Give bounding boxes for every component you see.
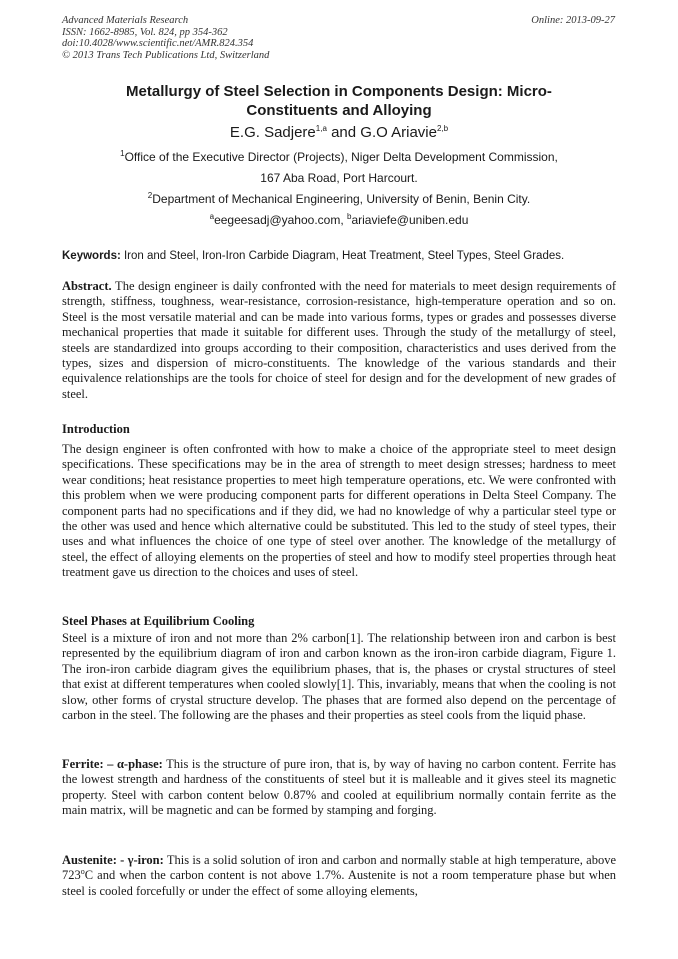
austenite-text-1: This is a solid solution of iron and carbon and normally stable at high temperature, above 723 (62, 853, 616, 883)
issn-line: ISSN: 1662-8985, Vol. 824, pp 354-362 (62, 26, 228, 38)
keywords-label: Keywords: (62, 250, 121, 262)
author-1-sup: 1,a (315, 124, 327, 133)
journal-name: Advanced Materials Research (62, 15, 189, 26)
aff-1-text: Office of the Executive Director (Projects), Niger Delta Development Commission, (124, 150, 558, 164)
austenite-paragraph (62, 853, 616, 899)
online-date: Online: 2013-09-27 (531, 15, 615, 26)
introduction-text: The design engineer is often confronted with how to make a choice of the appropriate steel to meet design specifications. These specifications may be in the area of strength to meet design stresses; hardness to meet wear conditions; heat resistance properties to meet high temperature operations, etc. We were confronted with this problem when we were producing component parts for different operations in Delta Steel Company. The component parts had no specifications and if they did, we had no knowledge of why a particular steel type or the other was used and hence which alternative could be substituted. This led to the study of steel types, their uses and what influences the choice of one type of steel over another. The knowledge of the metallurgy of steel, the effect of alloying elements on the properties of steel and how to modify steel properties through heat treatment gave us direction to the choices and uses of steel. (62, 442, 616, 580)
author-emails (62, 213, 616, 227)
author-2-sup: 2,b (436, 124, 449, 133)
austenite-text-2: C and when the carbon content is not above 1.7%. Austenite is not a room temperature phase but when steel is cooled forcefully or under the effect of some alloying elements, (62, 868, 616, 898)
author-list (62, 124, 616, 142)
doi-line: doi:10.4028/www.scientific.net/AMR.824.354 (62, 38, 254, 49)
abstract-text: The design engineer is daily confronted with the need for materials to meet design requirements of strength, stiffness, toughness, wear-resistance, corrosion-resistance, high-temperature operation and so on. Steel is the most versatile material and can be made into various forms, types or grades and possesses diverse mechanical properties that made it suitable for different uses. Through the study of the metallurgy of steel, steels are standardized into groups according to their composition, characteristics and uses derived from the types, sizes and dispersion of micro-constituents. The knowledge of the various standards and their equivalence relationships are the tools for choice of steel for design and for the development of new grades of steel. (62, 279, 616, 401)
affiliation-2 (62, 192, 616, 206)
abstract-label: Abstract. (62, 279, 112, 293)
ferrite-text: This is the structure of pure iron, that is, by way of having no carbon content. Ferrite has the lowest strength and hardness of the constituents of steel but it is malleable and it gives steel its magnetic property. Steel with carbon content below 0.87% and cooled at equilibrium normally contain ferrite as the main matrix, will be magnetic and can be formed by stamping and forging. (62, 757, 616, 818)
email-b-sup: b (347, 212, 352, 221)
aff-2-text: Department of Mechanical Engineering, University of Benin, Benin City. (152, 192, 531, 206)
affiliation-1-line-1 (62, 150, 616, 164)
phases-text: Steel is a mixture of iron and not more than 2% carbon[1]. The relationship between iron and carbon is best represented by the equilibrium diagram of iron and carbon known as the iron-iron carbide diagram, Figure 1. The iron-iron carbide diagram gives the equilibrium phases, that is, the phases or crystal structures of steel that exist at different temperatures when cooled slowly[1]. This, invariably, means that when the cooling is not slow, other forms of crystal structure develop. The phases that are formed also depend on the percentage of carbon in the steel. The following are the phases and their properties as steel cools from the liquid phase. (62, 631, 616, 723)
keywords (62, 249, 616, 263)
degree-symbol: o (80, 867, 85, 877)
aff-2-sup: 2 (147, 191, 153, 200)
keywords-text: Iron and Steel, Iron-Iron Carbide Diagram, Heat Treatment, Steel Types, Steel Grades. (120, 250, 565, 262)
email-a-sup: a (209, 212, 215, 221)
abstract (62, 279, 616, 402)
title-line-2: Constituents and Alloying (246, 102, 432, 119)
journal-header (62, 15, 269, 61)
affiliation-1-line-2: 167 Aba Road, Port Harcourt. (260, 171, 418, 185)
ferrite-paragraph (62, 757, 616, 819)
title-line-1: Metallurgy of Steel Selection in Components Design: Micro- (126, 83, 552, 100)
introduction-heading: Introduction (62, 422, 130, 436)
author-1: E.G. Sadjere (229, 124, 316, 141)
email-b: ariaviefe@uniben.edu (351, 213, 469, 227)
aff-1-sup: 1 (120, 149, 125, 158)
copyright-line: © 2013 Trans Tech Publications Ltd, Switzerland (62, 49, 270, 61)
author-and: and (326, 124, 361, 141)
phases-heading: Steel Phases at Equilibrium Cooling (62, 614, 255, 628)
paper-title (62, 82, 616, 120)
austenite-label: Austenite: - γ-iron: (62, 853, 164, 867)
email-a: eegeesadj@yahoo.com, (214, 213, 347, 227)
author-2: G.O Ariavie (360, 124, 437, 141)
ferrite-label: Ferrite: – α-phase: (62, 757, 163, 771)
